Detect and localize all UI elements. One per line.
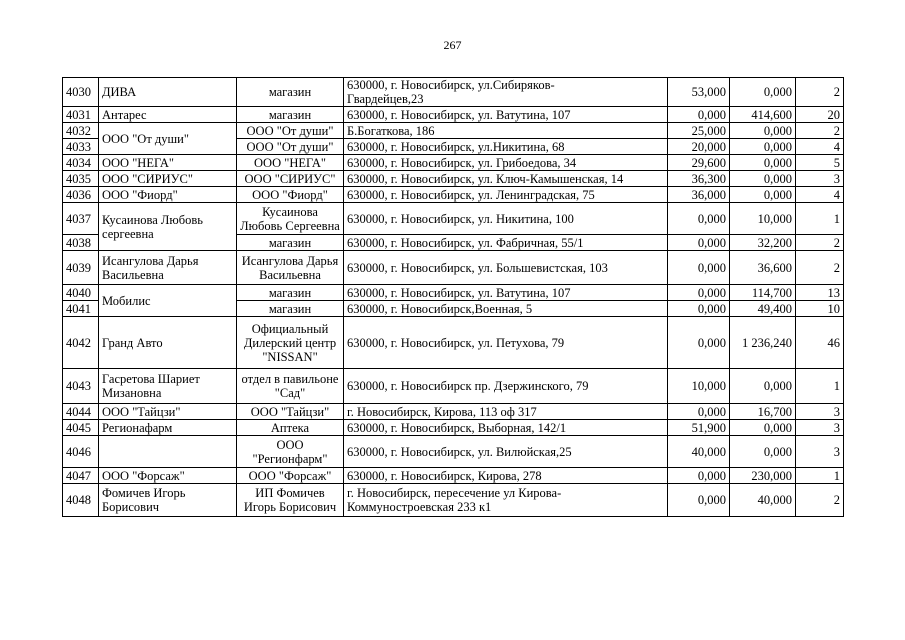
address: 630000, г. Новосибирск, ул. Ленинградская, 75 <box>344 187 668 203</box>
value-2: 0,000 <box>730 123 796 139</box>
organization-name: Фомичев Игорь Борисович <box>99 484 237 517</box>
value-2: 0,000 <box>730 139 796 155</box>
count: 5 <box>796 155 844 171</box>
row-id: 4045 <box>63 420 99 436</box>
address: 630000, г. Новосибирск, ул. Никитина, 100 <box>344 203 668 235</box>
value-1: 0,000 <box>668 251 730 285</box>
row-id: 4046 <box>63 436 99 468</box>
organization-name: Гранд Авто <box>99 317 237 369</box>
organization-name: ООО "СИРИУС" <box>99 171 237 187</box>
table-row <box>63 123 844 139</box>
value-1: 36,300 <box>668 171 730 187</box>
value-2: 36,600 <box>730 251 796 285</box>
value-2: 0,000 <box>730 78 796 107</box>
table-row <box>63 317 844 369</box>
organization-name: Регионафарм <box>99 420 237 436</box>
object-type: магазин <box>237 235 344 251</box>
address: г. Новосибирск, Кирова, 113 оф 317 <box>344 404 668 420</box>
value-2: 0,000 <box>730 436 796 468</box>
table-row <box>63 187 844 203</box>
object-type: ООО "Фиорд" <box>237 187 344 203</box>
count: 20 <box>796 107 844 123</box>
object-type: Аптека <box>237 420 344 436</box>
value-2: 0,000 <box>730 171 796 187</box>
count: 2 <box>796 123 844 139</box>
value-1: 25,000 <box>668 123 730 139</box>
value-2: 16,700 <box>730 404 796 420</box>
table-row <box>63 468 844 484</box>
object-type: Кусаинова Любовь Сергеевна <box>237 203 344 235</box>
value-1: 51,900 <box>668 420 730 436</box>
count: 13 <box>796 285 844 301</box>
row-id: 4038 <box>63 235 99 251</box>
value-2: 1 236,240 <box>730 317 796 369</box>
object-type: ООО "От души" <box>237 139 344 155</box>
value-1: 29,600 <box>668 155 730 171</box>
address: Б.Богаткова, 186 <box>344 123 668 139</box>
count: 2 <box>796 78 844 107</box>
table-row <box>63 171 844 187</box>
table-row <box>63 436 844 468</box>
organization-name: ООО "Фиорд" <box>99 187 237 203</box>
address: 630000, г. Новосибирск, ул. Вилюйская,25 <box>344 436 668 468</box>
row-id: 4039 <box>63 251 99 285</box>
object-type: ИП Фомичев Игорь Борисович <box>237 484 344 517</box>
value-2: 10,000 <box>730 203 796 235</box>
value-1: 20,000 <box>668 139 730 155</box>
row-id: 4048 <box>63 484 99 517</box>
value-1: 0,000 <box>668 484 730 517</box>
count: 1 <box>796 203 844 235</box>
value-1: 0,000 <box>668 285 730 301</box>
value-2: 0,000 <box>730 369 796 404</box>
table-row <box>63 285 844 301</box>
row-id: 4047 <box>63 468 99 484</box>
value-1: 0,000 <box>668 468 730 484</box>
table-row <box>63 107 844 123</box>
row-id: 4033 <box>63 139 99 155</box>
organization-name <box>99 436 237 468</box>
organization-name: Кусаинова Любовь сергеевна <box>99 203 237 251</box>
object-type: магазин <box>237 78 344 107</box>
count: 3 <box>796 404 844 420</box>
table-row <box>63 369 844 404</box>
value-1: 53,000 <box>668 78 730 107</box>
object-type: магазин <box>237 301 344 317</box>
object-type: ООО "НЕГА" <box>237 155 344 171</box>
organization-name: Антарес <box>99 107 237 123</box>
count: 4 <box>796 139 844 155</box>
row-id: 4034 <box>63 155 99 171</box>
table-row <box>63 484 844 517</box>
count: 2 <box>796 251 844 285</box>
object-type: Исангулова Дарья Васильевна <box>237 251 344 285</box>
object-type: ООО "От души" <box>237 123 344 139</box>
address: 630000, г. Новосибирск, ул. Петухова, 79 <box>344 317 668 369</box>
row-id: 4031 <box>63 107 99 123</box>
count: 1 <box>796 369 844 404</box>
address: г. Новосибирск, пересечение ул Кирова- Коммуностроевская 233 к1 <box>344 484 668 517</box>
row-id: 4037 <box>63 203 99 235</box>
address: 630000, г. Новосибирск, ул.Сибиряков- Гвардейцев,23 <box>344 78 668 107</box>
value-2: 0,000 <box>730 187 796 203</box>
count: 3 <box>796 436 844 468</box>
value-2: 114,700 <box>730 285 796 301</box>
row-id: 4035 <box>63 171 99 187</box>
address: 630000, г. Новосибирск, ул. Ватутина, 107 <box>344 285 668 301</box>
object-type: ООО "Тайцзи" <box>237 404 344 420</box>
organization-name: ООО "НЕГА" <box>99 155 237 171</box>
address: 630000, г. Новосибирск, ул. Ключ-Камышенская, 14 <box>344 171 668 187</box>
row-id: 4036 <box>63 187 99 203</box>
value-2: 414,600 <box>730 107 796 123</box>
value-1: 0,000 <box>668 317 730 369</box>
count: 3 <box>796 171 844 187</box>
count: 46 <box>796 317 844 369</box>
row-id: 4030 <box>63 78 99 107</box>
row-id: 4043 <box>63 369 99 404</box>
row-id: 4032 <box>63 123 99 139</box>
address: 630000, г. Новосибирск, Выборная, 142/1 <box>344 420 668 436</box>
organization-name: ДИВА <box>99 78 237 107</box>
value-1: 0,000 <box>668 203 730 235</box>
count: 3 <box>796 420 844 436</box>
object-type: ООО "Форсаж" <box>237 468 344 484</box>
address: 630000, г. Новосибирск, ул. Ватутина, 107 <box>344 107 668 123</box>
value-1: 36,000 <box>668 187 730 203</box>
table-row <box>63 78 844 107</box>
value-2: 49,400 <box>730 301 796 317</box>
registry-table <box>62 77 844 517</box>
value-1: 0,000 <box>668 301 730 317</box>
count: 10 <box>796 301 844 317</box>
count: 2 <box>796 484 844 517</box>
address: 630000, г. Новосибирск, Кирова, 278 <box>344 468 668 484</box>
organization-name: Исангулова Дарья Васильевна <box>99 251 237 285</box>
count: 4 <box>796 187 844 203</box>
table-row <box>63 203 844 235</box>
object-type: ООО "СИРИУС" <box>237 171 344 187</box>
object-type: магазин <box>237 285 344 301</box>
address: 630000, г. Новосибирск, ул.Никитина, 68 <box>344 139 668 155</box>
value-2: 0,000 <box>730 420 796 436</box>
table-row <box>63 404 844 420</box>
value-2: 230,000 <box>730 468 796 484</box>
count: 2 <box>796 235 844 251</box>
value-2: 32,200 <box>730 235 796 251</box>
row-id: 4041 <box>63 301 99 317</box>
value-1: 40,000 <box>668 436 730 468</box>
address: 630000, г. Новосибирск, ул. Большевистская, 103 <box>344 251 668 285</box>
address: 630000, г. Новосибирск,Военная, 5 <box>344 301 668 317</box>
organization-name: Мобилис <box>99 285 237 317</box>
count: 1 <box>796 468 844 484</box>
organization-name: Гасретова Шариет Мизановна <box>99 369 237 404</box>
table-row <box>63 155 844 171</box>
address: 630000, г. Новосибирск пр. Дзержинского, 79 <box>344 369 668 404</box>
value-1: 0,000 <box>668 235 730 251</box>
page-number: 267 <box>443 38 462 52</box>
organization-name: ООО "Форсаж" <box>99 468 237 484</box>
object-type: ООО "Регионфарм" <box>237 436 344 468</box>
organization-name: ООО "Тайцзи" <box>99 404 237 420</box>
value-2: 40,000 <box>730 484 796 517</box>
value-1: 10,000 <box>668 369 730 404</box>
organization-name: ООО "От души" <box>99 123 237 155</box>
address: 630000, г. Новосибирск, ул. Фабричная, 55/1 <box>344 235 668 251</box>
value-1: 0,000 <box>668 107 730 123</box>
row-id: 4040 <box>63 285 99 301</box>
table-row <box>63 420 844 436</box>
row-id: 4042 <box>63 317 99 369</box>
object-type: магазин <box>237 107 344 123</box>
row-id: 4044 <box>63 404 99 420</box>
value-1: 0,000 <box>668 404 730 420</box>
value-2: 0,000 <box>730 155 796 171</box>
object-type: Официальный Дилерский центр "NISSAN" <box>237 317 344 369</box>
object-type: отдел в павильоне "Сад" <box>237 369 344 404</box>
table-row <box>63 251 844 285</box>
address: 630000, г. Новосибирск, ул. Грибоедова, 34 <box>344 155 668 171</box>
